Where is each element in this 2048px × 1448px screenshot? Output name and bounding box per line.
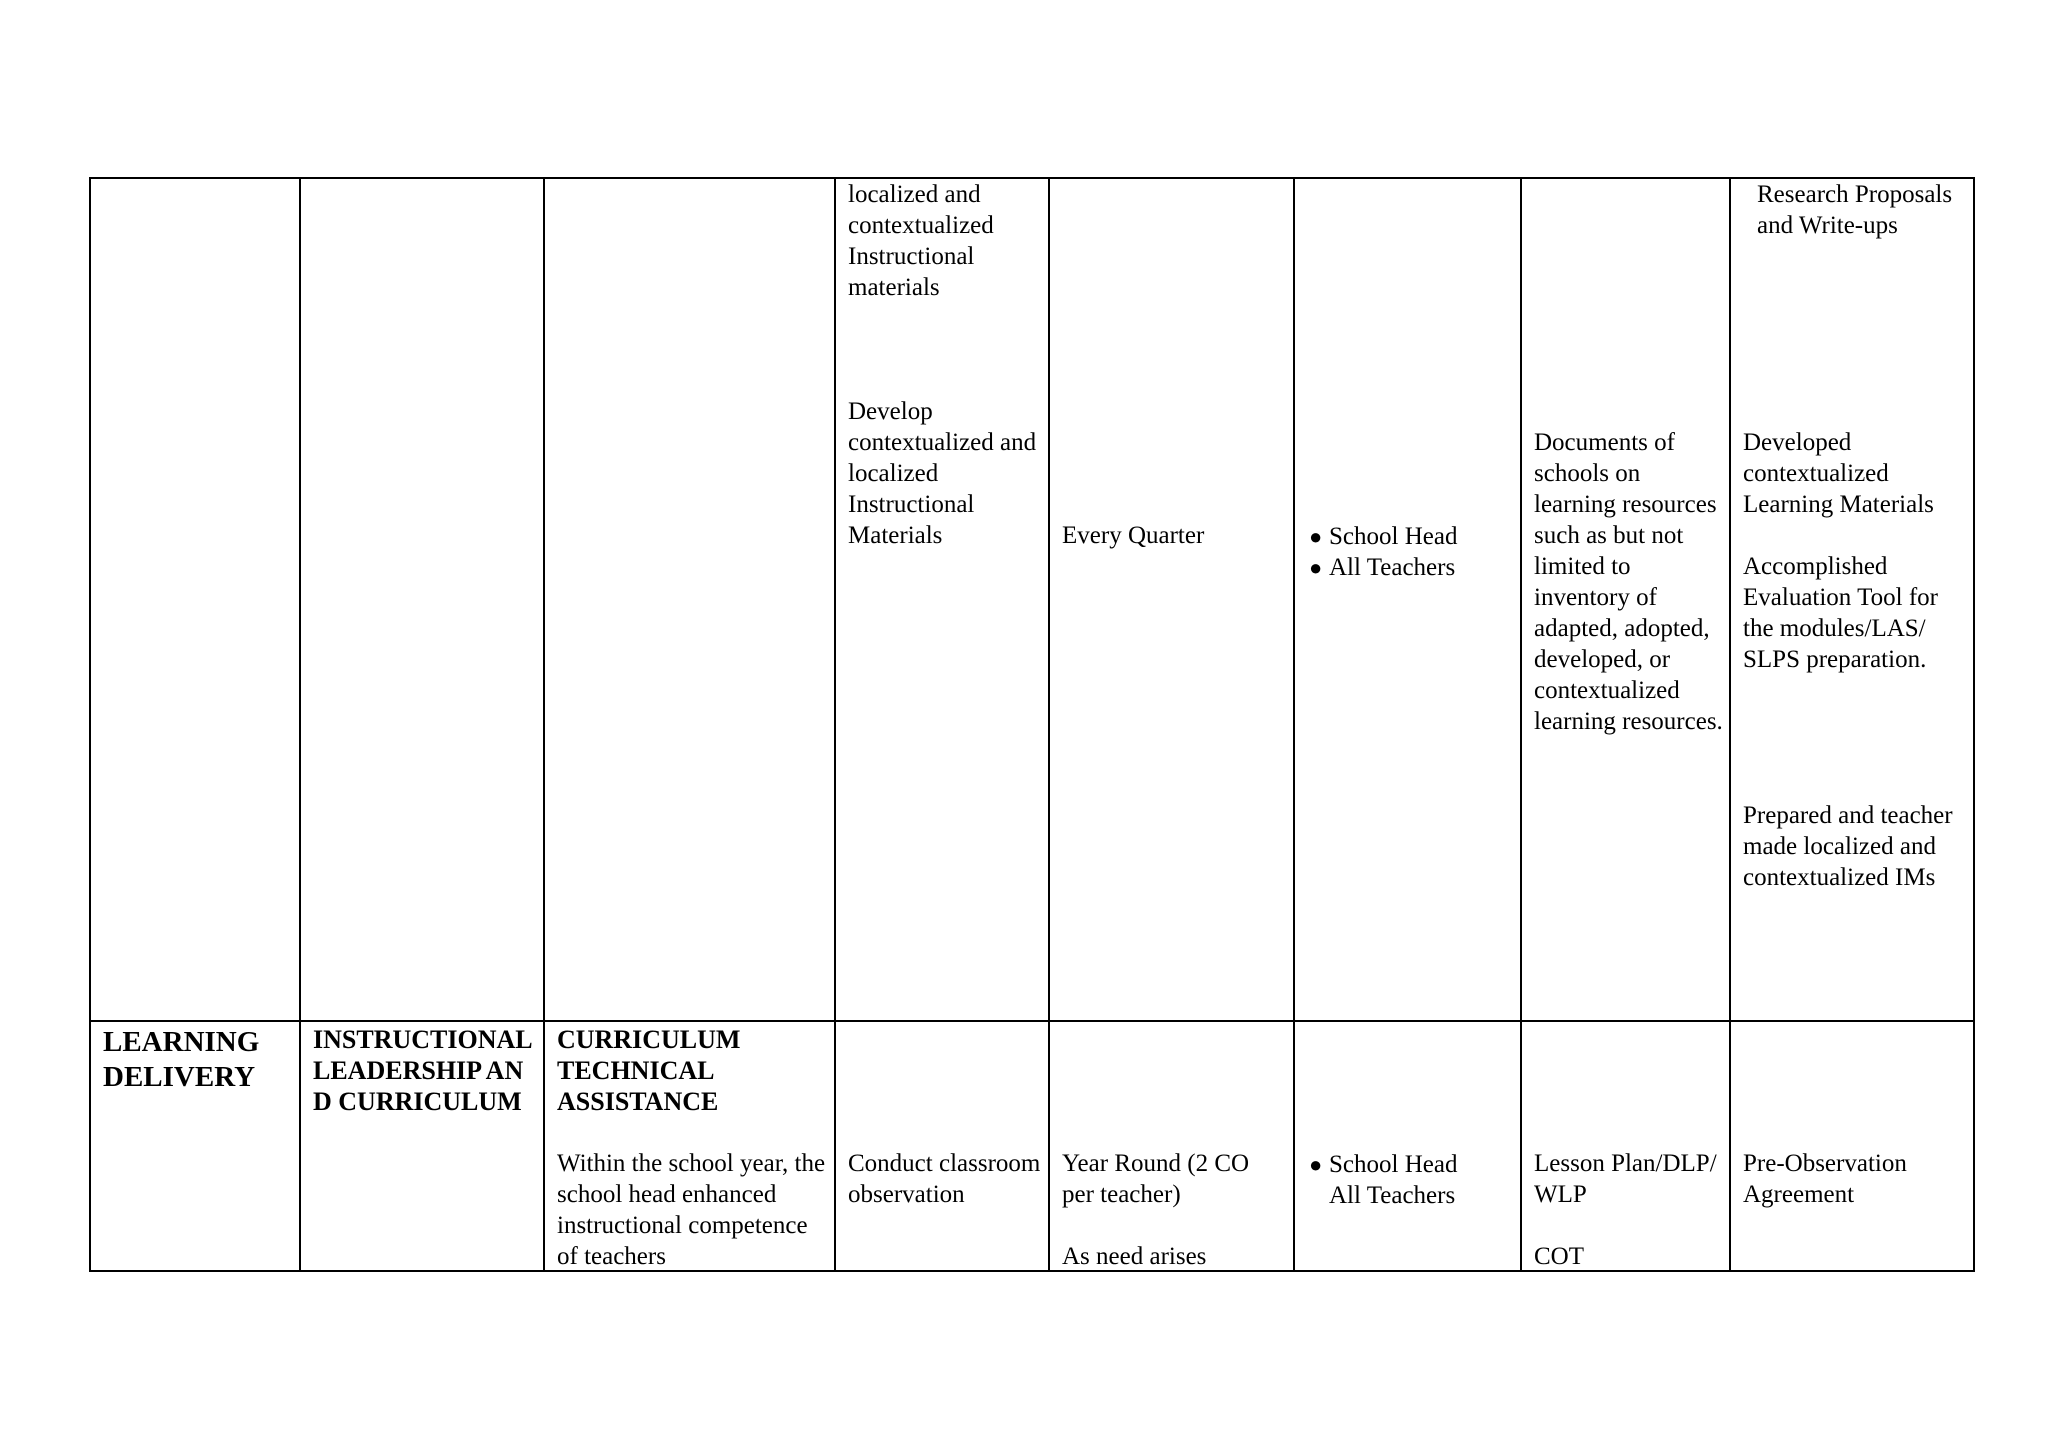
objective-label: INSTRUCTIONAL LEADERSHIP AND CURRICULUM bbox=[313, 1025, 532, 1116]
person-label: All Teachers bbox=[1329, 1182, 1456, 1209]
cell-time-frame bbox=[1049, 178, 1294, 1021]
time-frame-year-round: Year Round (2 CO per teacher) bbox=[1062, 1150, 1250, 1208]
action-plan-table bbox=[89, 177, 1975, 1272]
persons-list bbox=[1307, 1149, 1512, 1211]
cell-persons-involved bbox=[1294, 1021, 1521, 1271]
cell-kra bbox=[90, 1021, 300, 1271]
list-item bbox=[1307, 552, 1512, 583]
cell-expected-output bbox=[1730, 178, 1974, 1021]
person-label: All Teachers bbox=[1329, 554, 1456, 581]
cell-expected-output bbox=[1730, 1021, 1974, 1271]
bullet-icon: ● bbox=[1309, 524, 1323, 549]
persons-list bbox=[1307, 521, 1512, 583]
cell-objective-empty bbox=[300, 178, 544, 1021]
bullet-icon: ● bbox=[1309, 1152, 1323, 1177]
activity-continuation-text: localized and contextualized Instructional materials bbox=[848, 181, 994, 301]
time-frame-text: Every Quarter bbox=[1062, 522, 1205, 549]
person-label: School Head bbox=[1329, 523, 1458, 550]
list-item bbox=[1307, 521, 1512, 552]
cell-means-of-verification bbox=[1521, 178, 1730, 1021]
list-item bbox=[1307, 1180, 1512, 1211]
cell-kra-empty bbox=[90, 178, 300, 1021]
output-pre-observation: Pre-Observation Agreement bbox=[1743, 1150, 1907, 1208]
mov-text: Documents of schools on learning resources such as but not limited to inventory of adapted, adopted, developed, or contextualized learning resources. bbox=[1534, 429, 1723, 735]
cell-activities bbox=[835, 178, 1049, 1021]
cell-persons-involved bbox=[1294, 178, 1521, 1021]
output-research-proposals: Research Proposals and Write-ups bbox=[1757, 181, 1953, 239]
target-description: Within the school year, the school head enhanced instructional competence of teachers bbox=[557, 1150, 826, 1270]
mov-lesson-plan: Lesson Plan/DLP/ WLP bbox=[1534, 1150, 1717, 1208]
activity-classroom-observation: Conduct classroom observation bbox=[848, 1150, 1041, 1208]
cell-means-of-verification bbox=[1521, 1021, 1730, 1271]
target-heading: CURRICULUM TECHNICAL ASSISTANCE bbox=[557, 1025, 741, 1116]
cell-time-frame bbox=[1049, 1021, 1294, 1271]
table-row bbox=[90, 1021, 1974, 1271]
output-developed-materials: Developed contextualized Learning Materials bbox=[1743, 429, 1934, 518]
output-evaluation-tool: Accomplished Evaluation Tool for the modules/LAS/ SLPS preparation. bbox=[1743, 553, 1938, 673]
table-row bbox=[90, 178, 1974, 1021]
kra-label: LEARNING DELIVERY bbox=[103, 1026, 260, 1093]
cell-target bbox=[544, 1021, 835, 1271]
person-label: School Head bbox=[1329, 1151, 1458, 1178]
list-item bbox=[1307, 1149, 1512, 1180]
output-teacher-made-ims: Prepared and teacher made localized and contextualized IMs bbox=[1743, 802, 1953, 891]
mov-cot: COT bbox=[1534, 1243, 1584, 1270]
cell-objective bbox=[300, 1021, 544, 1271]
cell-activities bbox=[835, 1021, 1049, 1271]
time-frame-as-needed: As need arises bbox=[1062, 1243, 1207, 1270]
cell-target-empty bbox=[544, 178, 835, 1021]
bullet-icon: ● bbox=[1309, 555, 1323, 580]
activity-develop-im: Develop contextualized and localized Instructional Materials bbox=[848, 398, 1037, 549]
